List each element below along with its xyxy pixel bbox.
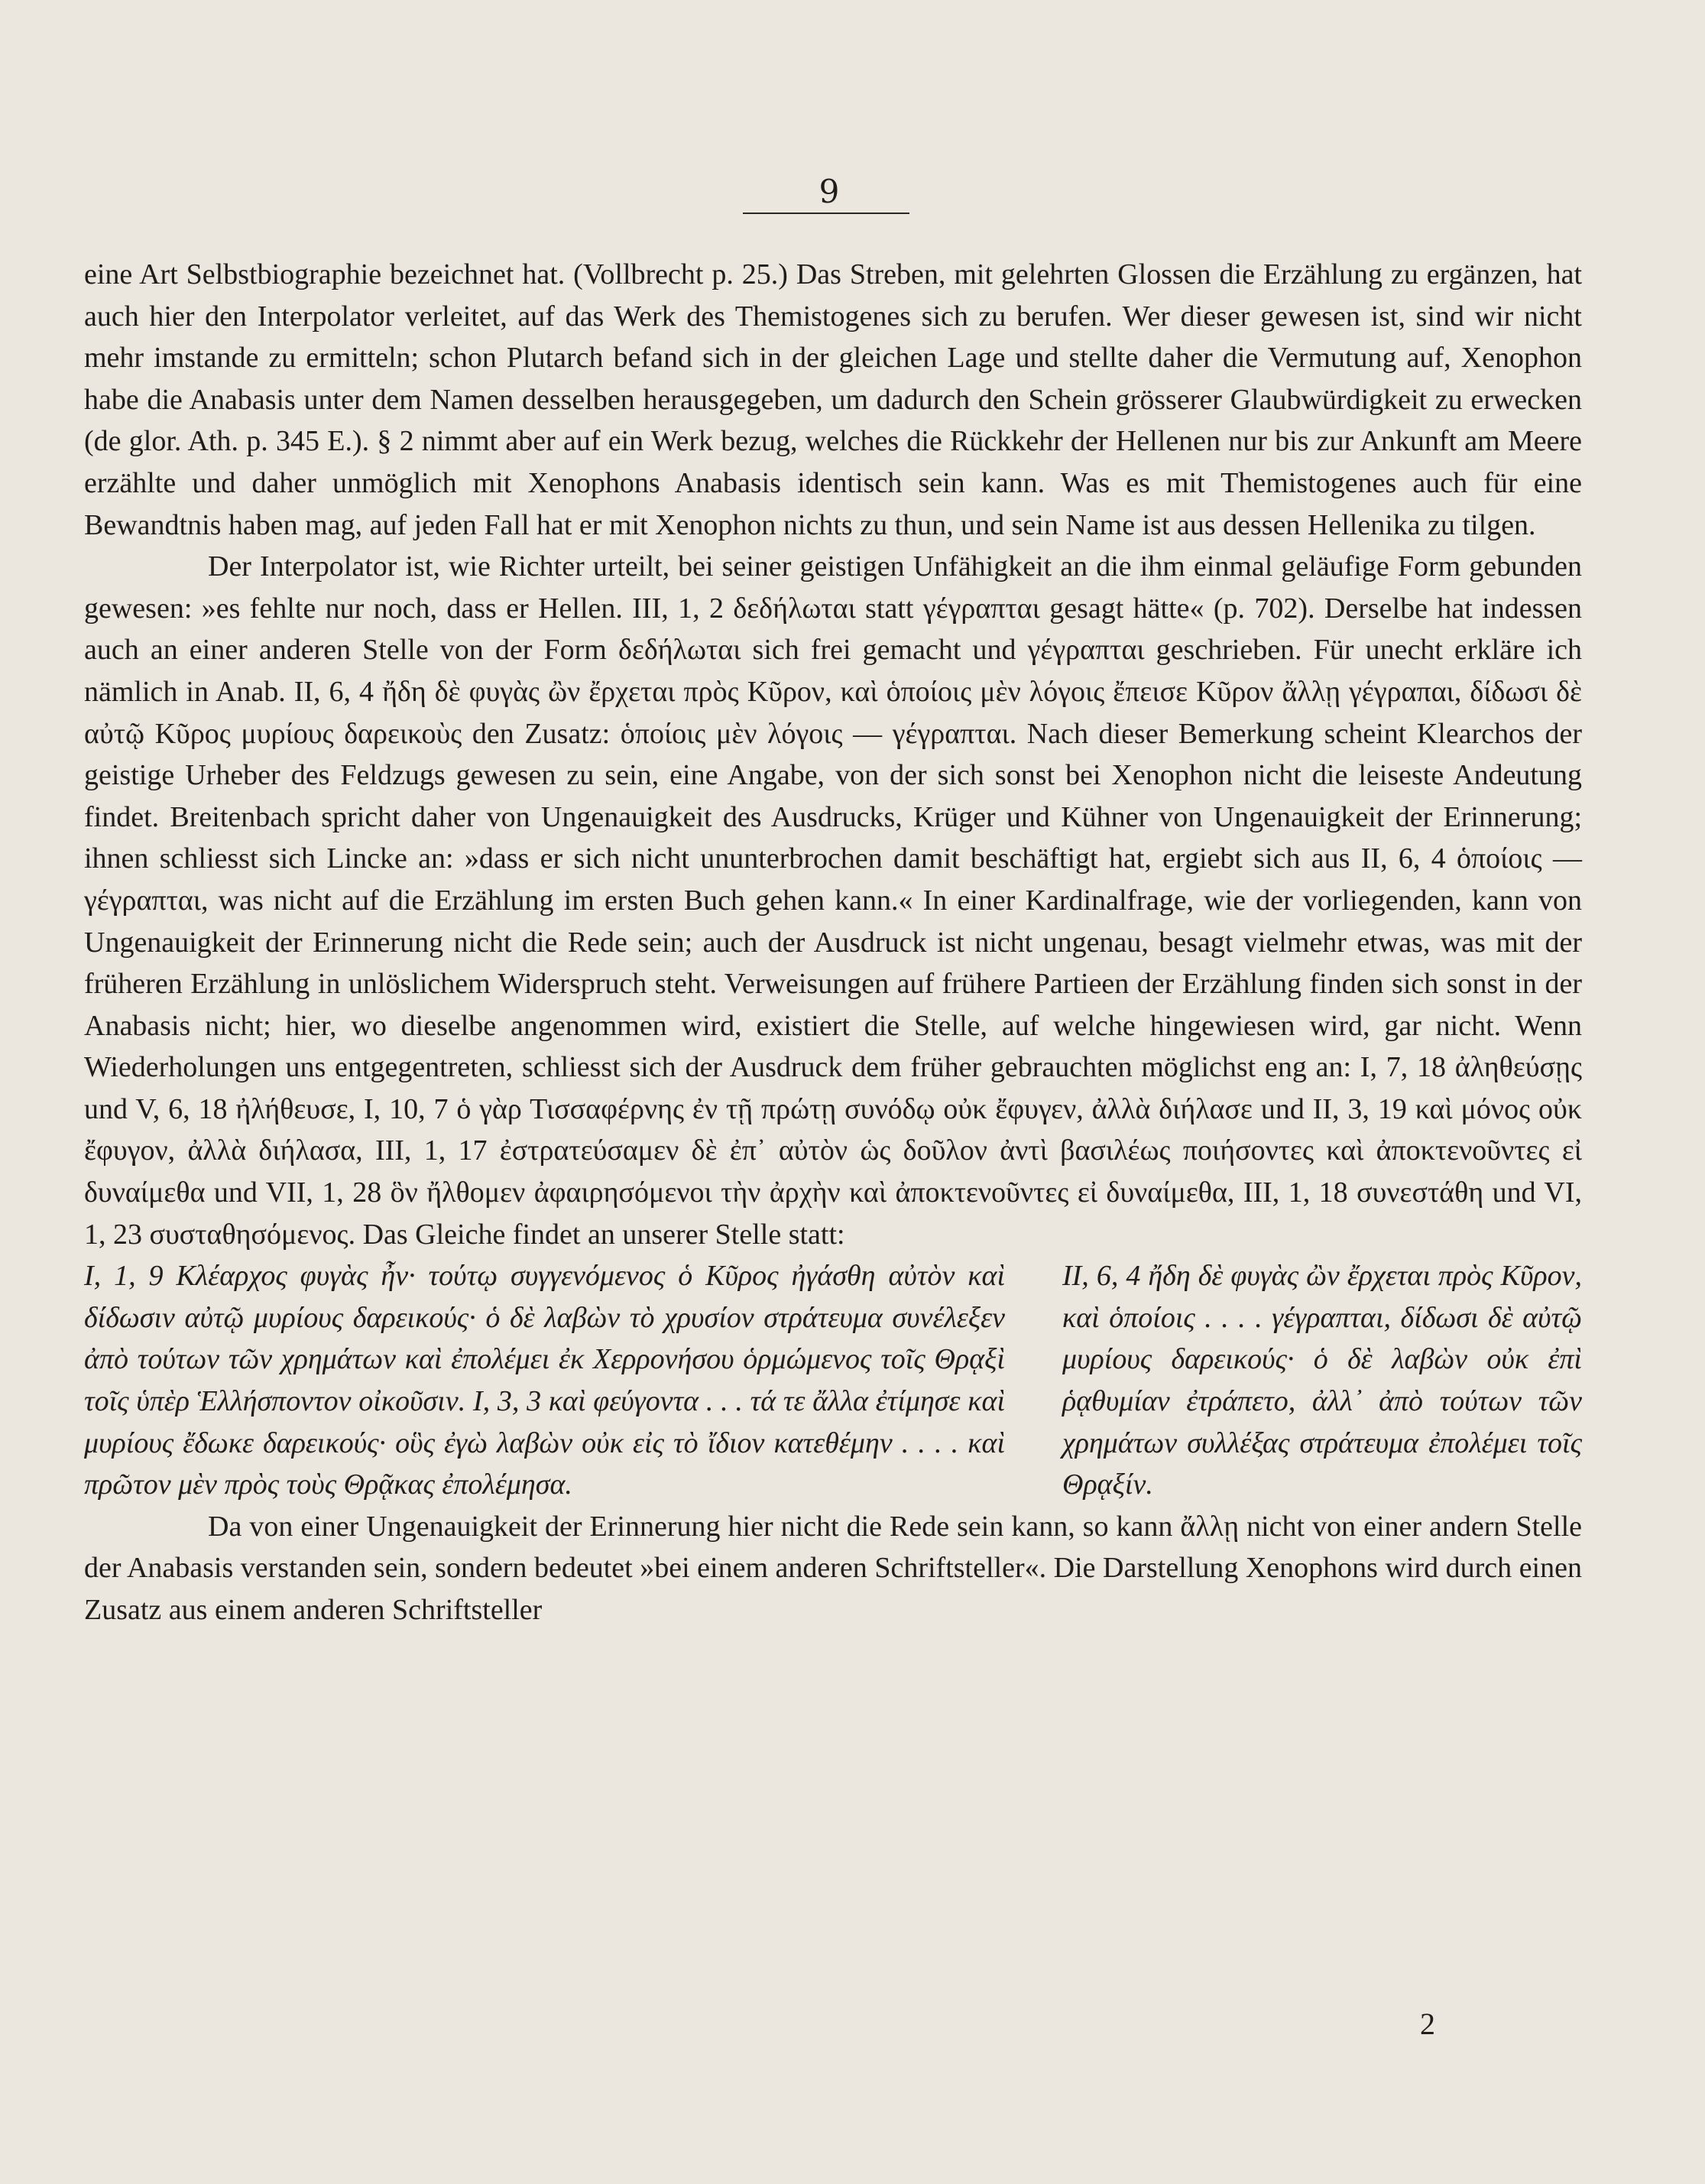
page-number: 9	[818, 173, 840, 210]
signature-mark: 2	[1420, 2007, 1435, 2041]
body-text	[84, 254, 1582, 1631]
paragraph-2: Der Interpolator ist, wie Richter urteilt, bei seiner geistigen Unfähigkeit an die ihm einmal geläufige Form gebunden gewesen: »es fehlte nur noch, dass er Hellen. III, 1, 2 δεδήλωται statt γέγραπται gesagt hätte« (p. 702). Derselbe hat indessen auch an einer anderen Stelle von der Form δεδήλωται sich frei gemacht und γέγραπται geschrieben. Für unecht erkläre ich nämlich in Anab. II, 6, 4 ἤδη δὲ φυγὰς ὢν ἔρχεται πρὸς Κῦρον, καὶ ὁποίοις μὲν λόγοις ἔπεισε Κῦρον ἄλλῃ γέγραπαι, δίδωσι δὲ αὐτῷ Κῦρος μυρίους δαρεικοὺς den Zusatz: ὁποίοις μὲν λόγοις — γέγραπται. Nach dieser Bemerkung scheint Klearchos der geistige Urheber des Feldzugs gewesen zu sein, eine Angabe, von der sich sonst bei Xenophon nicht die leiseste Andeutung findet. Breitenbach spricht daher von Ungenauigkeit des Ausdrucks, Krüger und Kühner von Ungenauigkeit der Erinnerung; ihnen schliesst sich Lincke an: »dass er sich nicht ununterbrochen damit beschäftigt hat, ergiebt sich aus II, 6, 4 ὁποίοις — γέγραπται, was nicht auf die Erzählung im ersten Buch gehen kann.« In einer Kardinalfrage, wie der vorliegenden, kann von Ungenauigkeit der Erinnerung nicht die Rede sein; auch der Ausdruck ist nicht ungenau, besagt vielmehr etwas, was mit der früheren Erzählung in unlöslichem Widerspruch steht. Verweisungen auf frühere Partieen der Erzählung finden sich sonst in der Anabasis nicht; hier, wo dieselbe angenommen wird, existiert die Stelle, auf welche hingewiesen wird, gar nicht. Wenn Wiederholungen uns entgegentreten, schliesst sich der Ausdruck dem früher gebrauchten möglichst eng an: I, 7, 18 ἀληθεύσῃς und V, 6, 18 ἠλήθευσε, I, 10, 7 ὁ γὰρ Τισσαφέρνης ἐν τῇ πρώτῃ συνόδῳ οὐκ ἔφυγεν, ἀλλὰ διήλασε und II, 3, 19 καὶ μόνος οὐκ ἔφυγον, ἀλλὰ διήλασα, III, 1, 17 ἐστρατεύσαμεν δὲ ἐπ᾽ αὐτὸν ὡς δοῦλον ἀντὶ βασιλέως ποιήσοντες καὶ ἀποκτενοῦντες εἰ δυναίμεθα und VII, 1, 28 ὃν ἤλθομεν ἀφαιρησόμενοι τὴν ἀρχὴν καὶ ἀποκτενοῦντες εἰ δυναίμεθα, III, 1, 18 συνεστάθη und VI, 1, 23 συσταθησόμενος. Das Gleiche findet an unserer Stelle statt:	[84, 550, 1582, 1251]
comparison-right-passage: II, 6, 4 ἤδη δὲ φυγὰς ὢν ἔρχεται πρὸς Κῦρον, καὶ ὁποίοις . . . . γέγραπται, δίδωσι δὲ αὐτῷ μυρίους δαρεικούς· ὁ δὲ λαβὼν οὐκ ἐπὶ ῥᾳθυμίαν ἐτράπετο, ἀλλ᾽ ἀπὸ τούτων τῶν χρημάτων συλλέξας στράτευμα ἐπολέμει τοῖς Θρᾳξίν.	[1062, 1260, 1582, 1501]
paragraph-3: Da von einer Ungenauigkeit der Erinnerung hier nicht die Rede sein kann, so kann ἄλλῃ nicht von einer andern Stelle der Anabasis verstanden sein, sondern bedeutet »bei einem anderen Schriftsteller«. Die Darstellung Xenophons wird durch einen Zusatz aus einem anderen Schriftsteller	[84, 1510, 1582, 1626]
paragraph-1: eine Art Selbstbiographie bezeichnet hat. (Vollbrecht p. 25.) Das Streben, mit gelehrten Glossen die Erzählung zu ergänzen, hat auch hier den Interpolator verleitet, auf das Werk des Themistogenes sich zu berufen. Wer dieser gewesen ist, sind wir nicht mehr imstande zu ermitteln; schon Plutarch befand sich in der gleichen Lage und stellte daher die Vermutung auf, Xenophon habe die Anabasis unter dem Namen desselben herausgegeben, um dadurch den Schein grösserer Glaubwürdigkeit zu erwecken (de glor. Ath. p. 345 E.). § 2 nimmt aber auf ein Werk bezug, welches die Rückkehr der Hellenen nur bis zur Ankunft am Meere erzählte und daher unmöglich mit Xenophons Anabasis identisch sein kann. Was es mit Themistogenes auch für eine Bewandtnis haben mag, auf jeden Fall hat er mit Xenophon nichts zu thun, und sein Name ist aus dessen Hellenika zu tilgen.	[84, 258, 1582, 541]
comparison-columns	[84, 1255, 1582, 1506]
comparison-left-passage: I, 1, 9 Κλέαρχος φυγὰς ἦν· τούτῳ συγγενόμενος ὁ Κῦρος ἠγάσθη αὐτὸν καὶ δίδωσιν αὐτῷ μυρίους δαρεικούς· ὁ δὲ λαβὼν τὸ χρυσίον στράτευμα συνέλεξεν ἀπὸ τούτων τῶν χρημάτων καὶ ἐπολέμει ἐκ Χερρονήσου ὁρμώμενος τοῖς Θρᾳξὶ τοῖς ὑπὲρ Ἑλλήσποντον οἰκοῦσιν. I, 3, 3 καὶ φεύγοντα . . . τά τε ἄλλα ἐτίμησε καὶ μυρίους ἔδωκε δαρεικούς· οὓς ἐγὼ λαβὼν οὐκ εἰς τὸ ἴδιον κατεθέμην . . . . καὶ πρῶτον μὲν πρὸς τοὺς Θρᾷκας ἐπολέμησα.	[84, 1260, 1005, 1501]
header-rule	[743, 213, 909, 214]
